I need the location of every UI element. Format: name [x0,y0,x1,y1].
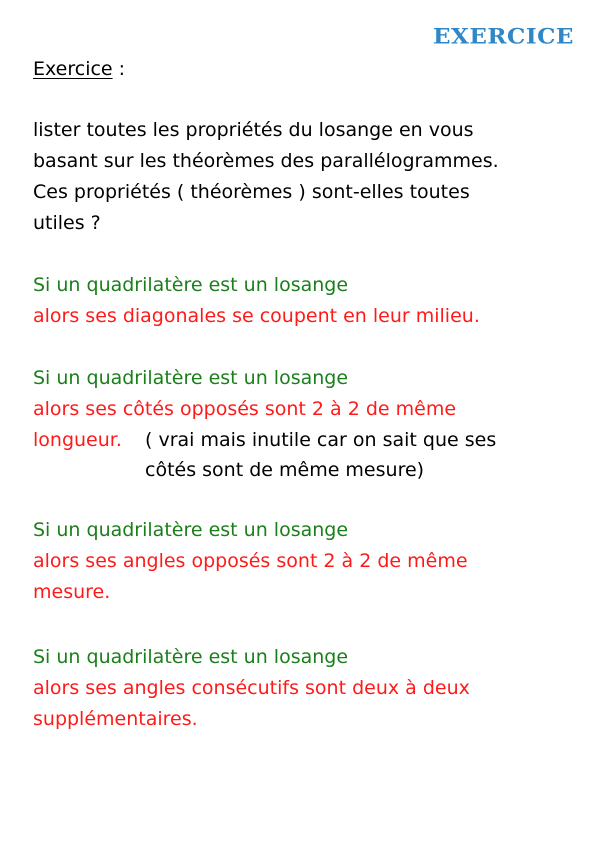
exercice-stamp: EXERCICE [433,24,574,49]
question-line-2: basant sur les théorèmes des parallélogrammes. [33,150,499,172]
property-2-conclusion-line-1: alors ses côtés opposés sont 2 à 2 de même [33,398,457,420]
property-2-conclusion-line-2: longueur. [33,429,122,451]
property-3-conclusion-line-2: mesure. [33,581,111,603]
property-2-condition: Si un quadrilatère est un losange [33,367,349,389]
property-3-condition: Si un quadrilatère est un losange [33,519,349,541]
exercise-heading: Exercice [33,58,113,80]
question-line-3: Ces propriétés ( théorèmes ) sont-elles toutes [33,181,470,203]
exercise-heading-colon: : [112,58,126,80]
property-1-conclusion-line-1: alors ses diagonales se coupent en leur milieu. [33,305,480,327]
question-line-4: utiles ? [33,212,101,234]
property-4-condition: Si un quadrilatère est un losange [33,646,349,668]
property-2-note-line-1: ( vrai mais inutile car on sait que ses [145,429,497,451]
property-1-condition: Si un quadrilatère est un losange [33,274,349,296]
question-line-1: lister toutes les propriétés du losange en vous [33,119,474,141]
property-4-conclusion-line-1: alors ses angles consécutifs sont deux à deux [33,677,470,699]
property-4-conclusion-line-2: supplémentaires. [33,708,198,730]
property-2-note-line-2: côtés sont de même mesure) [145,459,425,481]
property-3-conclusion-line-1: alors ses angles opposés sont 2 à 2 de même [33,550,468,572]
exercise-heading-line [33,56,125,82]
